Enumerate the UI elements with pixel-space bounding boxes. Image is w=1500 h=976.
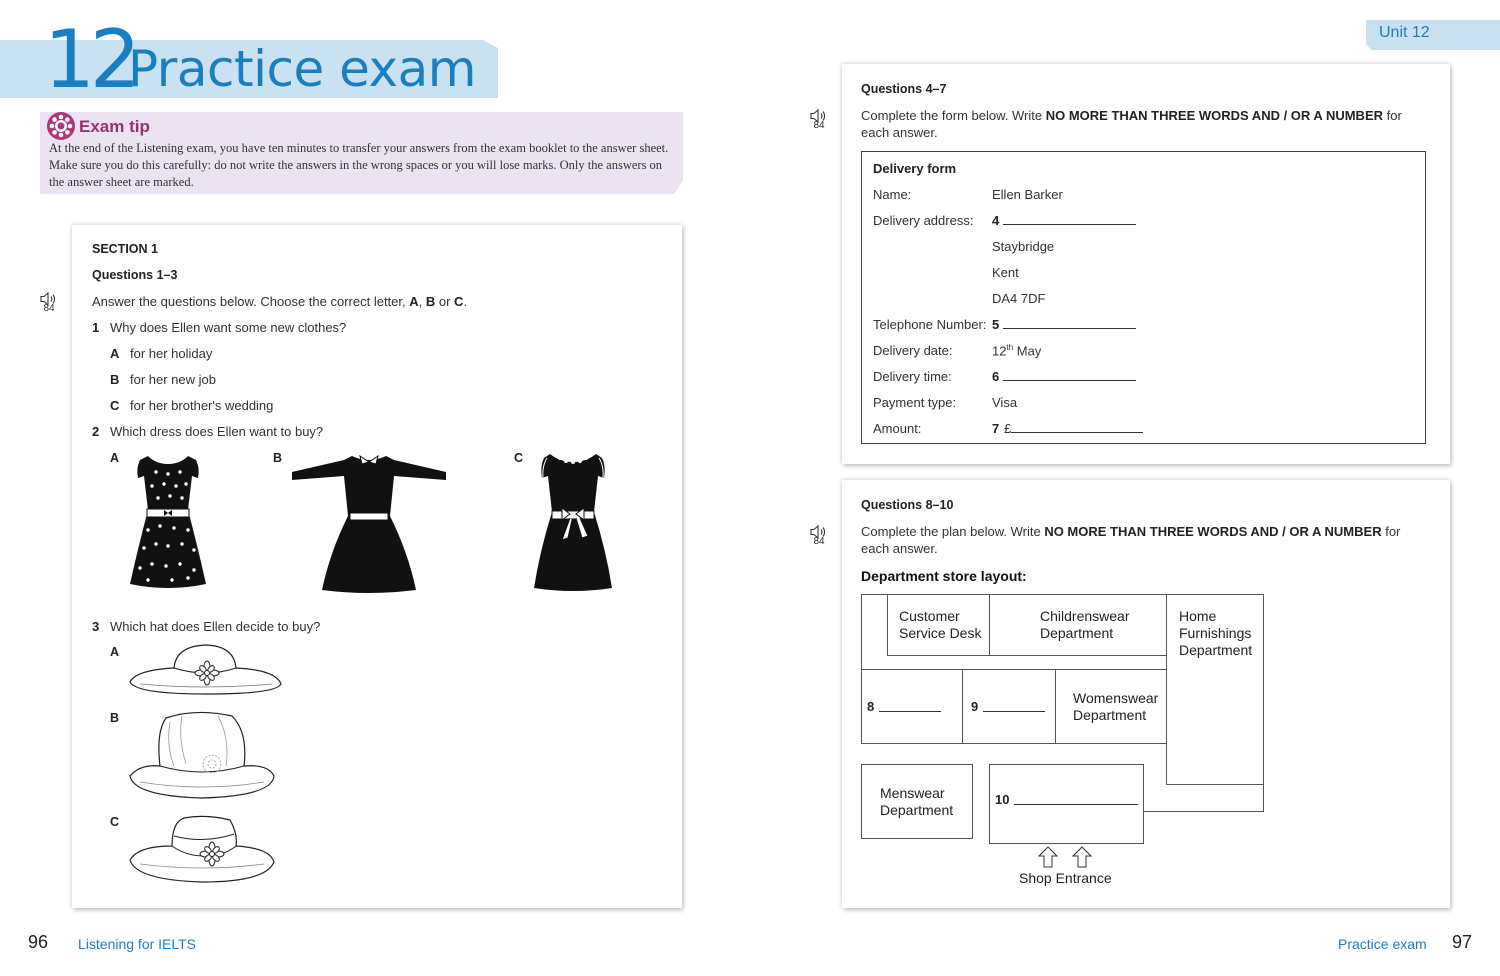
footer-book-title: Listening for IELTS — [78, 936, 197, 952]
hat-b-label: B — [110, 711, 120, 725]
entrance-arrow-icon — [1038, 846, 1058, 868]
tip-icon — [47, 112, 75, 140]
childrenswear-label: Childrenswear Department — [1040, 608, 1130, 641]
home-furnishings-label: Home Furnishings Department — [1179, 608, 1253, 658]
q4-answer-line[interactable] — [1003, 224, 1136, 225]
track-number: 84 — [813, 536, 825, 547]
page-title: Practice exam — [128, 40, 476, 98]
form-value-name: Ellen Barker — [992, 187, 1063, 202]
form-label-name: Name: — [873, 187, 912, 202]
q6-answer-line[interactable] — [1003, 380, 1136, 381]
hat-c-label: C — [110, 815, 120, 829]
customer-service-label: Customer Service Desk — [899, 608, 982, 641]
unit-tab-label: Unit 12 — [1379, 24, 1430, 41]
footer-section-title: Practice exam — [1338, 936, 1427, 952]
hat-a-label: A — [110, 645, 120, 659]
hat-a-image — [126, 642, 284, 698]
form-label-payment: Payment type: — [873, 395, 957, 410]
section3-instructions-line2: each answer. — [861, 541, 938, 556]
form-label-time: Delivery time: — [873, 369, 952, 384]
q10-answer-line[interactable] — [1014, 804, 1138, 805]
q1-option-letter: B — [110, 372, 120, 387]
q7-answer-line[interactable] — [1011, 432, 1143, 433]
plan-divider — [1143, 811, 1264, 812]
womenswear-label: Womenswear Department — [1073, 690, 1159, 723]
q1-number: 1 — [92, 320, 100, 335]
page-number-left: 96 — [28, 932, 49, 952]
page-number-right: 97 — [1452, 932, 1473, 952]
tip-title: Exam tip — [79, 117, 150, 136]
dress-a-label: A — [110, 451, 120, 465]
unit-number: 12 — [44, 13, 136, 106]
q5-number: 5 — [992, 317, 1000, 332]
dress-a-image — [126, 452, 210, 590]
track-number: 84 — [813, 120, 825, 131]
dress-b-image — [290, 452, 448, 594]
section3-instructions: Complete the plan below. Write NO MORE THAN THREE WORDS AND / OR A NUMBER for — [861, 524, 1401, 539]
q5-answer-line[interactable] — [1003, 328, 1136, 329]
hat-c-image — [126, 812, 278, 886]
q10-number: 10 — [995, 792, 1010, 807]
questions-label: Questions 8–10 — [861, 498, 954, 512]
q1-option-text: for her holiday — [130, 346, 213, 361]
plan-divider — [962, 669, 963, 744]
questions-label: Questions 1–3 — [92, 268, 178, 282]
plan-divider — [861, 669, 1167, 670]
form-value-payment: Visa — [992, 395, 1018, 410]
audio-track-3[interactable] — [808, 525, 830, 547]
q8-number: 8 — [867, 699, 875, 714]
q3-text: Which hat does Ellen decide to buy? — [110, 619, 321, 634]
tip-text: At the end of the Listening exam, you have ten minutes to transfer your answers from the exam booklet to the answer sheet. Make sure you do this carefully: do not write the answers in the wrong spaces or you will lose marks. Only the answers on the answer sheet are marked. — [49, 141, 669, 189]
section1-instructions: Answer the questions below. Choose the correct letter, A, B or C. — [92, 294, 468, 309]
form-label-telephone: Telephone Number: — [873, 317, 987, 332]
section-heading: SECTION 1 — [92, 242, 158, 256]
shop-entrance-label: Shop Entrance — [1019, 870, 1112, 886]
q9-answer-line[interactable] — [983, 711, 1045, 712]
q8-answer-line[interactable] — [879, 711, 941, 712]
menswear-label: Menswear Department — [880, 785, 954, 818]
dress-c-label: C — [514, 451, 524, 465]
dress-c-image — [532, 450, 614, 592]
section2-instructions: Complete the form below. Write NO MORE THAN THREE WORDS AND / OR A NUMBER for — [861, 108, 1402, 123]
plan-title: Department store layout: — [861, 568, 1027, 584]
form-label-address: Delivery address: — [873, 213, 974, 228]
q4-number: 4 — [992, 213, 1000, 228]
form-value-date: 12th May — [992, 343, 1042, 359]
q1-option-text: for her brother's wedding — [130, 398, 274, 413]
currency-symbol: £ — [1004, 421, 1012, 436]
q2-text: Which dress does Ellen want to buy? — [110, 424, 324, 439]
q2-number: 2 — [92, 424, 100, 439]
form-label-date: Delivery date: — [873, 343, 953, 358]
q6-number: 6 — [992, 369, 1000, 384]
form-address-line: DA4 7DF — [992, 291, 1046, 306]
form-address-line: Kent — [992, 265, 1019, 280]
dress-b-label: B — [273, 451, 283, 465]
form-title: Delivery form — [873, 161, 957, 176]
questions-label: Questions 4–7 — [861, 82, 947, 96]
q1-option-letter: A — [110, 346, 120, 361]
audio-track-2[interactable] — [808, 109, 830, 131]
q7-number: 7 — [992, 421, 1000, 436]
plan-corner — [1142, 784, 1264, 812]
entrance-arrow-icon — [1072, 846, 1092, 868]
q9-number: 9 — [971, 699, 979, 714]
q3-number: 3 — [92, 619, 100, 634]
hat-b-image — [126, 708, 278, 802]
track-number: 84 — [43, 303, 55, 314]
q1-option-text: for her new job — [130, 372, 216, 387]
form-label-amount: Amount: — [873, 421, 922, 436]
q1-text: Why does Ellen want some new clothes? — [110, 320, 347, 335]
audio-track-1[interactable] — [38, 292, 60, 314]
form-address-line: Staybridge — [992, 239, 1055, 254]
section2-instructions-line2: each answer. — [861, 125, 938, 140]
plan-divider — [1055, 669, 1056, 744]
q1-option-letter: C — [110, 398, 120, 413]
